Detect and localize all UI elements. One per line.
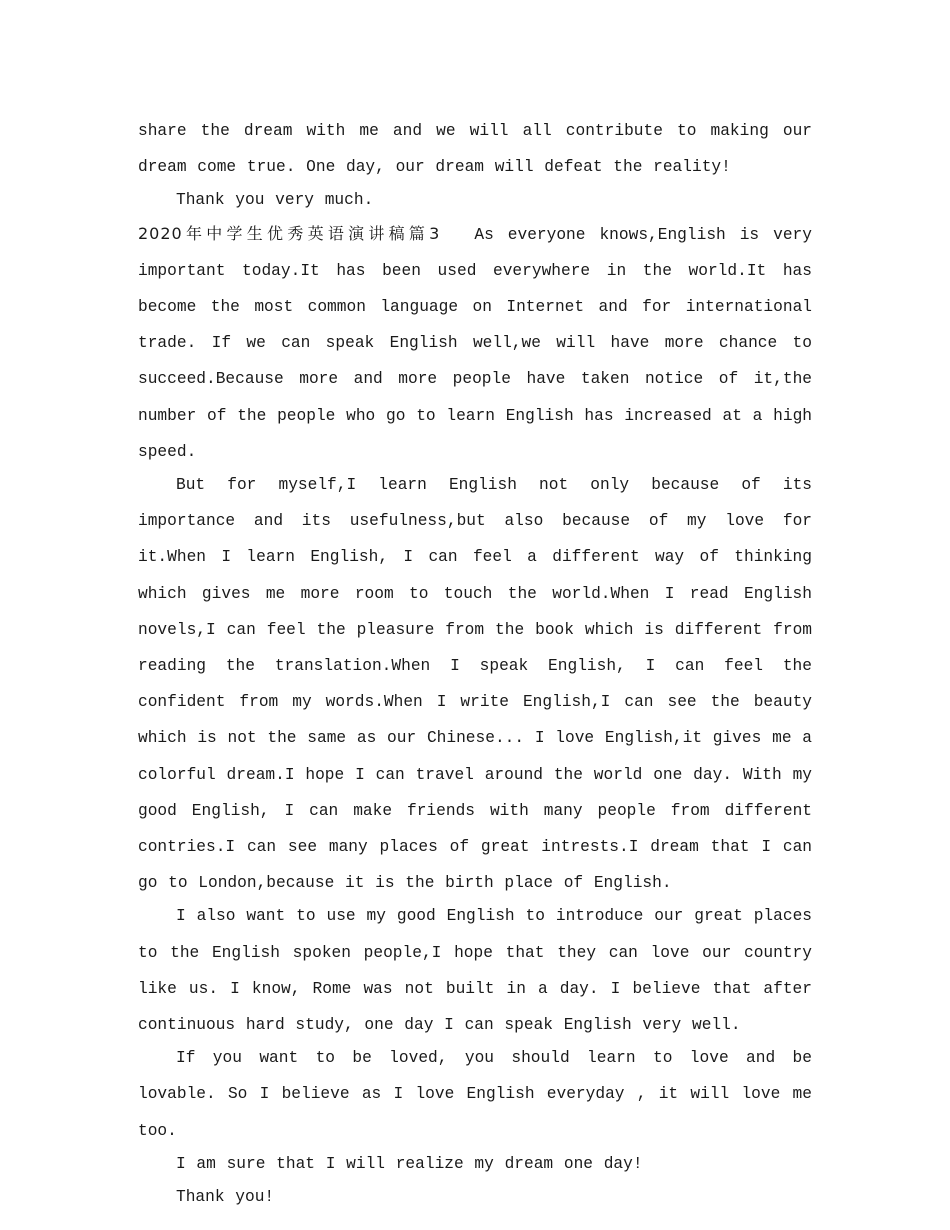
- paragraph-3-body: As everyone knows,English is very important today.It has been used everywhere in the world.It has become the most common language on Internet and for international trade. If we can speak English well,we will have more chance to succeed.Because more and more people have taken notice of it,the number of the people who go to learn English has increased at a high speed.: [138, 225, 812, 461]
- paragraph-7: I am sure that I will realize my dream one day!: [176, 1154, 643, 1173]
- paragraph-1: share the dream with me and we will all contribute to making our dream come true. One day, our dream will defeat the reality!: [138, 122, 812, 177]
- paragraph-5: I also want to use my good English to introduce our great places to the English spoken people,I hope that they can love our country like us. I know, Rome was not built in a day. I believe that after continuous hard study, one day I can speak English very well.: [138, 907, 812, 1035]
- paragraph-4: But for myself,I learn English not only because of its importance and its usefulness,but also because of my love for it.When I learn English, I can feel a different way of thinking which gives me more room to touch the world.When I read English novels,I can feel the pleasure from the book which is different from reading the translation.When I speak English, I can feel the confident from my words.When I write English,I can see the beauty which is not the same as our Chinese... I love English,it gives me a colorful dream.I hope I can travel around the world one day. With my good English, I can make friends with many people from different contries.I can see many places of great intrests.I dream that I can go to London,because it is the birth place of English.: [138, 476, 812, 893]
- section-heading: 2020年中学生优秀英语演讲稿篇3: [138, 223, 441, 243]
- paragraph-2: Thank you very much.: [176, 191, 374, 210]
- paragraph-3: [138, 216, 812, 470]
- document-body: [138, 113, 812, 1215]
- paragraph-8: Thank you!: [176, 1188, 275, 1207]
- paragraph-6: If you want to be loved, you should learn to love and be lovable. So I believe as I love English everyday , it will love me too.: [138, 1049, 812, 1140]
